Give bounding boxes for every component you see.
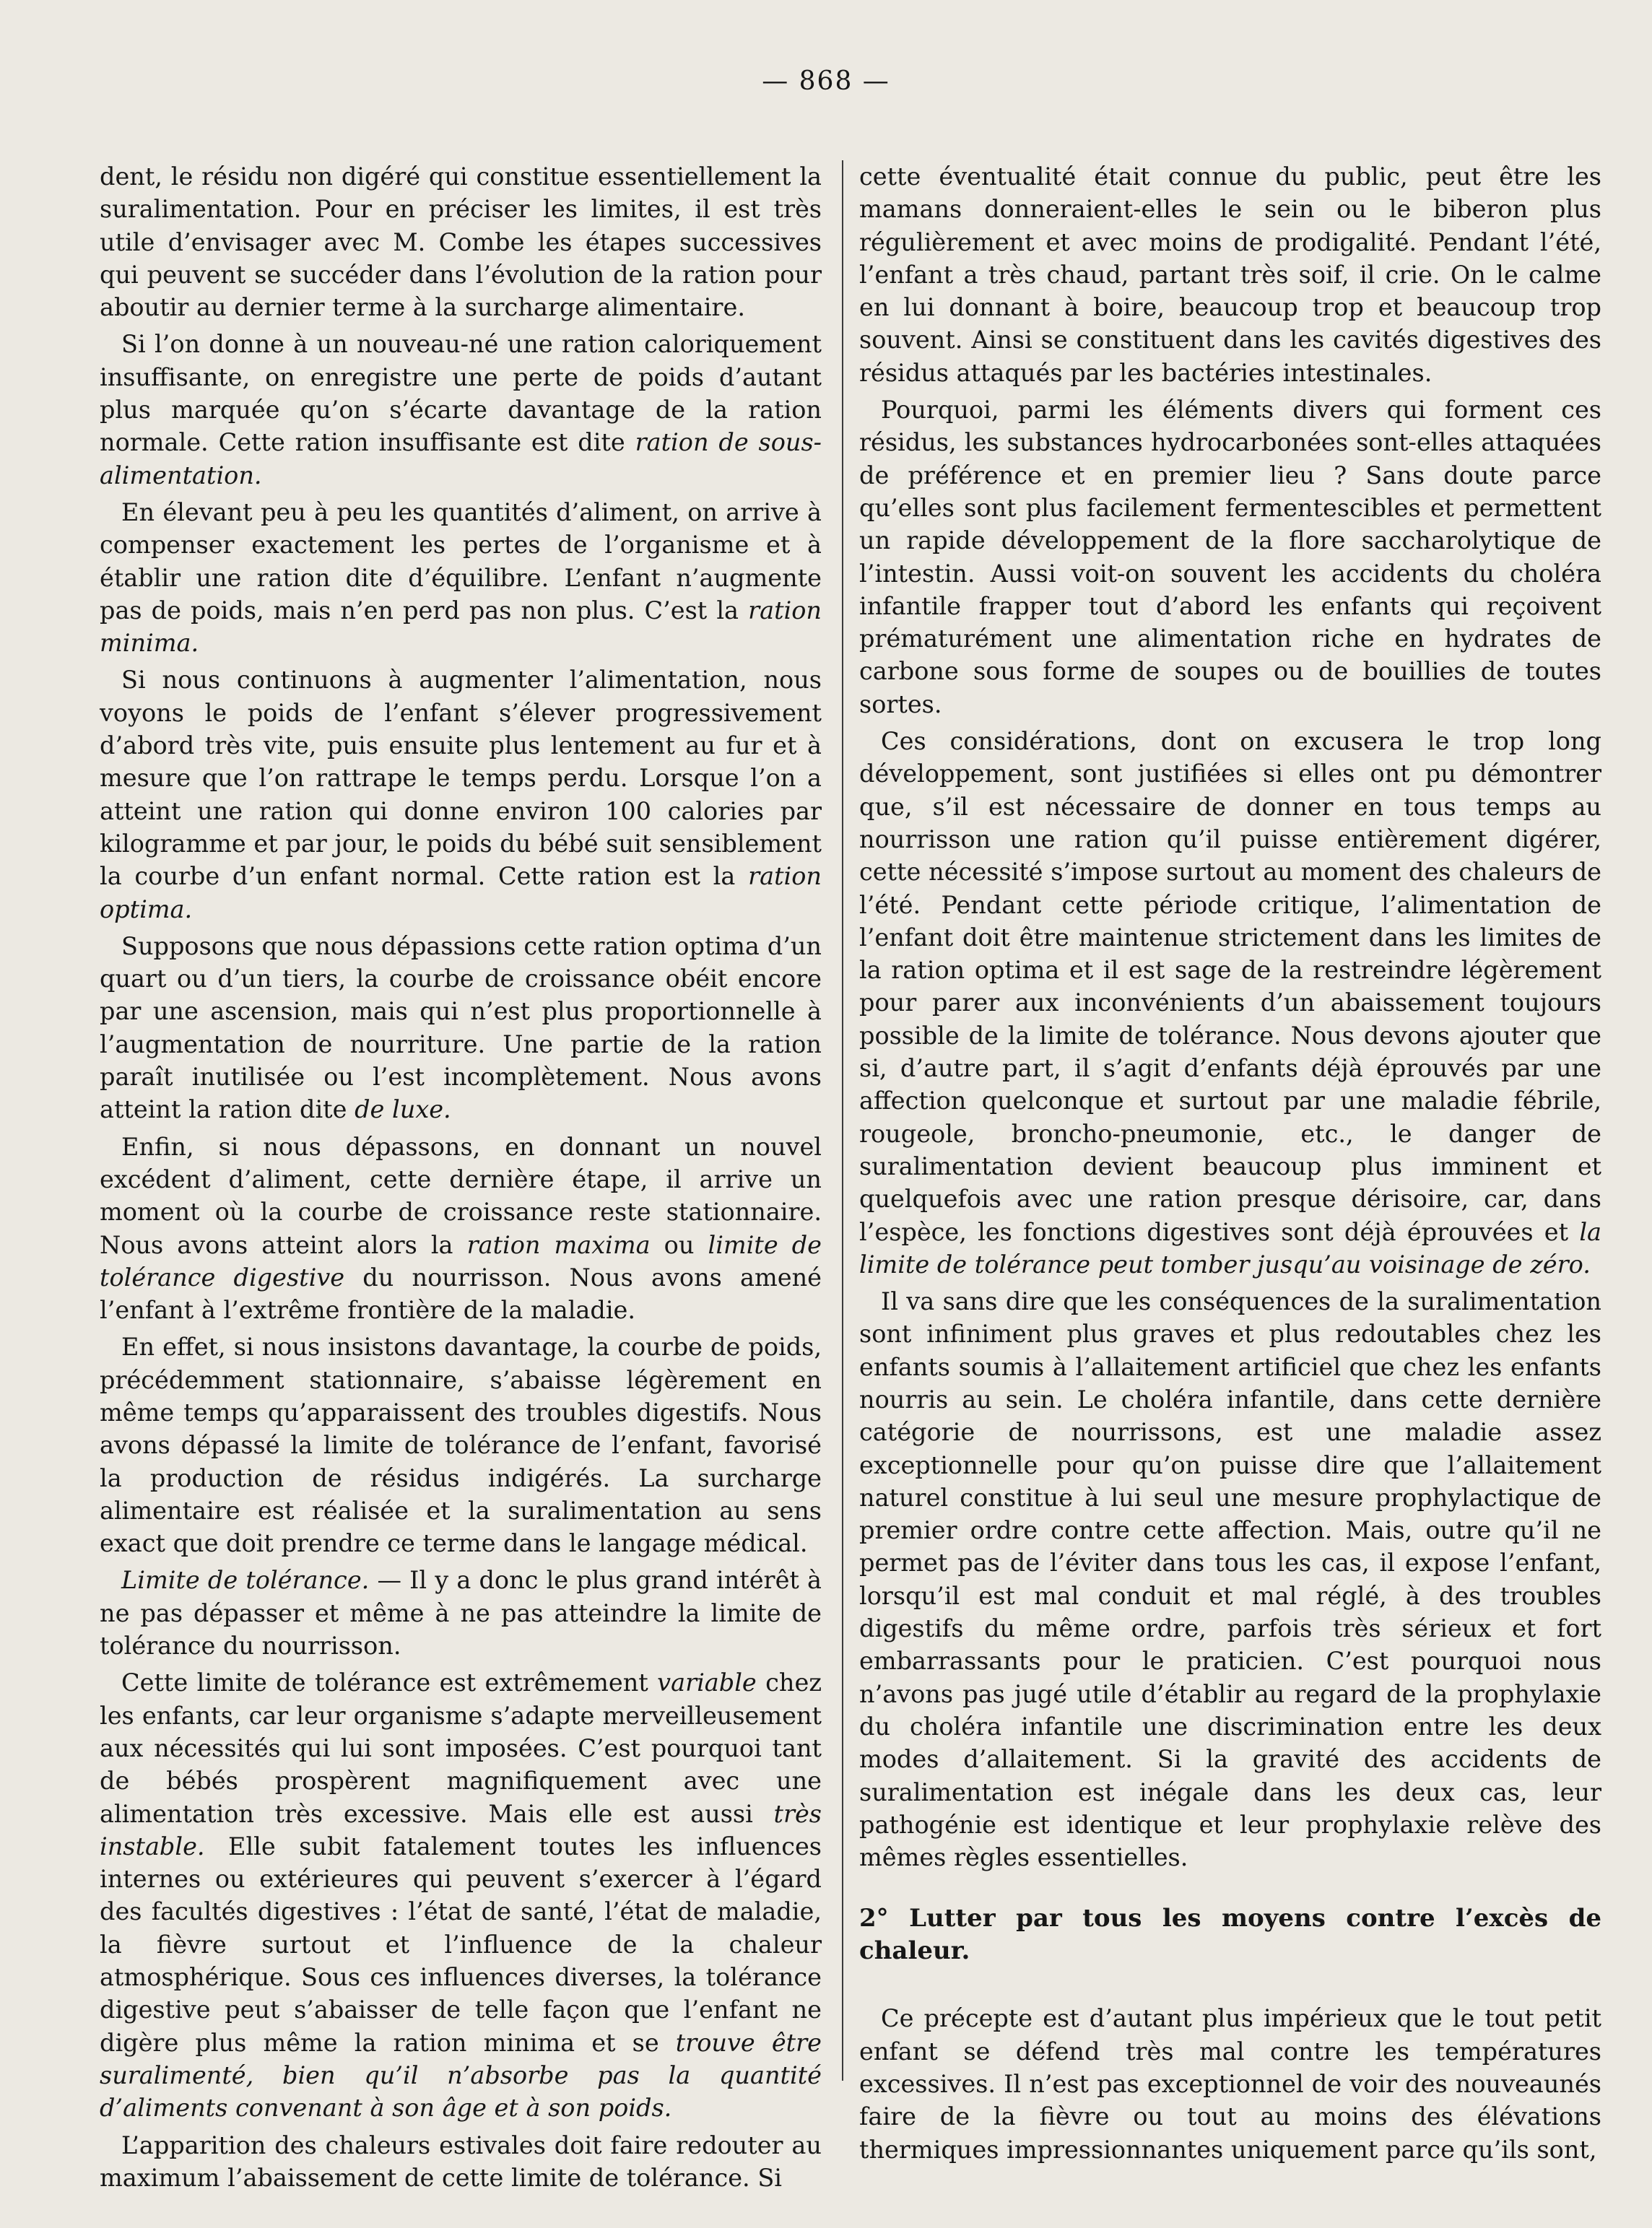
italic-text: ration optima. bbox=[100, 862, 822, 923]
text-run: Enfin, si nous dépassons, en donnant un nouvel excédent d’aliment, cette dernière étape, il arrive un moment où la courbe de croissance reste stationnaire. Nous avons atteint alors la bbox=[100, 1132, 822, 1259]
italic-text: Limite de tolérance. bbox=[121, 1566, 370, 1595]
italic-text: ration de sous-alimentation. bbox=[100, 428, 822, 489]
text-run: Ces considérations, dont on excusera le trop long développement, sont justifiées si elles ont pu démontrer que, s’il est nécessaire de donner en tous temps au nourrisson une ration qu’il puisse entièrement digérer, cette nécessité s’impose surtout au moment des chaleurs de l’été. Pendant cette période critique, l’alimentation de l’enfant doit être maintenue strictement dans les limites de la ration optima et il est sage de la restreindre légèrement pour parer aux inconvénients d’un abaissement toujours possible de la limite de tolérance. Nous devons ajouter que si, d’autre part, il s’agit d’enfants déjà éprouvés par une affection quelconque et surtout par une maladie fébrile, rougeole, broncho-pneumonie, etc., le danger de suralimentation devient beaucoup plus imminent et quelquefois avec une ration presque dérisoire, car, dans l’espèce, les fonctions digestives sont déjà éprouvées et bbox=[859, 727, 1601, 1246]
column-rule bbox=[842, 160, 843, 2081]
text-run: Supposons que nous dépassions cette ration optima d’un quart ou d’un tiers, la courbe de croissance obéit encore par une ascension, mais qui n’est plus proportionnelle à l’augmentation de nourriture. Une partie de la ration paraît inutilisée ou l’est incomplètement. Nous avons atteint la ration dite bbox=[100, 931, 822, 1124]
paragraph bbox=[100, 496, 822, 659]
paragraph bbox=[100, 160, 822, 323]
italic-text: ration maxima bbox=[466, 1230, 651, 1259]
paragraph bbox=[859, 393, 1601, 721]
paragraph bbox=[100, 2129, 822, 2195]
text-run: dent, le résidu non digéré qui constitue essentiellement la suralimentation. Pour en préciser les limites, il est très utile d’envisager avec M. Combe les étapes successives qui peuvent se succéder dans l’évolution de la ration pour aboutir au dernier terme à la surcharge alimentaire. bbox=[100, 162, 822, 322]
paragraph bbox=[100, 1131, 822, 1327]
paragraph bbox=[859, 1285, 1601, 1874]
italic-text: trouve être suralimenté, bien qu’il n’absorbe pas la quantité d’aliments convenant à son âge et à son poids. bbox=[100, 2028, 822, 2123]
page-number: — 868 — bbox=[762, 66, 890, 96]
paragraph bbox=[100, 663, 822, 925]
italic-text: très instable. bbox=[100, 1799, 822, 1861]
text-run: — Il y a donc le plus grand intérêt à ne pas dépasser et même à ne pas atteindre la limite de tolérance du nourrisson. bbox=[100, 1566, 822, 1661]
text-run: Si nous continuons à augmenter l’alimentation, nous voyons le poids de l’enfant s’élever progressivement d’abord très vite, puis ensuite plus lentement au fur et à mesure que l’on rattrape le temps perdu. Lorsque l’on a atteint une ration qui donne environ 100 calories par kilogramme et par jour, le poids du bébé suit sensiblement la courbe d’un enfant normal. Cette ration est la bbox=[100, 666, 822, 891]
text-run: cette éventualité était connue du public, peut être les mamans donneraient-elles le sein ou le biberon plus régulièrement et avec moins de prodigalité. Pendant l’été, l’enfant a très chaud, partant très soif, il crie. On le calme en lui donnant à boire, beaucoup trop et beaucoup trop souvent. Ainsi se constituent dans les cavités digestives des résidus attaqués par les bactéries intestinales. bbox=[859, 162, 1601, 387]
paragraph bbox=[100, 1331, 822, 1559]
text-run: Elle subit fatalement toutes les influences internes ou extérieures qui peuvent s’exercer à l’égard des facultés digestives : l’état de santé, l’état de maladie, la fièvre surtout et l’influence de la chaleur atmosphérique. Sous ces influences diverses, la tolérance digestive peut s’abaisser de telle façon que l’enfant ne digère plus même la ration minima et se bbox=[100, 1832, 822, 2057]
text-run: Il va sans dire que les conséquences de la suralimentation sont infiniment plus graves et plus redoutables chez les enfants soumis à l’allaitement artificiel que chez les enfants nourris au sein. Le choléra infantile, dans cette dernière catégorie de nourrissons, est une maladie assez exceptionnelle pour qu’on puisse dire que l’allaitement naturel constitue à lui seul une mesure prophylactique de premier ordre contre cette affection. Mais, outre qu’il ne permet pas de l’éviter dans tous les cas, il expose l’enfant, lorsqu’il est mal conduit et mal réglé, à des troubles digestifs du même ordre, parfois très sérieux et fort embarrassants pour le praticien. C’est pourquoi nous n’avons pas jugé utile d’établir au regard de la prophylaxie du choléra infantile une discrimination entre les deux modes d’allaitement. Si la gravité des accidents de suralimentation est inégale dans les deux cas, leur pathogénie est identique et leur prophylaxie relève des mêmes règles essentielles. bbox=[859, 1287, 1601, 1872]
paragraph bbox=[100, 1666, 822, 2124]
right-column bbox=[859, 160, 1601, 2170]
text-run: Cette limite de tolérance est extrêmement bbox=[121, 1668, 658, 1697]
text-run: En effet, si nous insistons davantage, la courbe de poids, précédemment stationnaire, s’abaisse légèrement en même temps qu’apparaissent des troubles digestifs. Nous avons dépassé la limite de tolérance de l’enfant, favorisé la production de résidus indigérés. La surcharge alimentaire est réalisée et la suralimentation au sens exact que doit prendre ce terme dans le langage médical. bbox=[100, 1333, 822, 1558]
paragraph bbox=[859, 2002, 1601, 2165]
text-run: En élevant peu à peu les quantités d’aliment, on arrive à compenser exactement les pertes de l’organisme et à établir une ration dite d’équilibre. L’enfant n’augmente pas de poids, mais n’en perd pas non plus. C’est la bbox=[100, 497, 822, 625]
text-run: L’apparition des chaleurs estivales doit faire redouter au maximum l’abaissement de cette limite de tolérance. Si bbox=[100, 2131, 822, 2192]
italic-text: de luxe. bbox=[355, 1095, 451, 1124]
text-run: Pourquoi, parmi les éléments divers qui forment ces résidus, les substances hydrocarbonées sont-elles attaquées de préférence et en premier lieu ? Sans doute parce qu’elles sont plus facilement fermentescibles et permettent un rapide développement de la flore saccharolytique de l’intestin. Aussi voit-on souvent les accidents du choléra infantile frapper tout d’abord les enfants qui reçoivent prématurément une alimentation riche en hydrates de carbone sous forme de soupes ou de bouillies de toutes sortes. bbox=[859, 396, 1601, 718]
right-column-body bbox=[859, 160, 1601, 1874]
italic-text: variable bbox=[657, 1668, 757, 1697]
italic-text: la limite de tolérance peut tomber jusqu’au voisinage de zéro. bbox=[859, 1217, 1601, 1279]
italic-text: limite de tolérance digestive bbox=[100, 1230, 822, 1292]
paragraph bbox=[100, 328, 822, 491]
text-run: ou bbox=[650, 1230, 708, 1259]
paragraph bbox=[100, 1564, 822, 1662]
paragraph bbox=[859, 725, 1601, 1281]
paragraph bbox=[859, 160, 1601, 389]
left-column bbox=[100, 160, 822, 2198]
text-run: du nourrisson. Nous avons amené l’enfant à l’extrême frontière de la maladie. bbox=[100, 1263, 822, 1325]
section-heading: 2° Lutter par tous les moyens contre l’excès de chaleur. bbox=[859, 1904, 1601, 1966]
text-run: chez les enfants, car leur organisme s’adapte merveilleusement aux nécessités qui lui sont imposées. C’est pourquoi tant de bébés prospèrent magnifiquement avec une alimentation très excessive. Mais elle est aussi bbox=[100, 1668, 822, 1828]
right-column-after bbox=[859, 2002, 1601, 2165]
paragraph bbox=[100, 930, 822, 1126]
italic-text: ration minima. bbox=[100, 596, 822, 658]
text-run: Si l’on donne à un nouveau-né une ration caloriquement insuffisante, on enregistre une perte de poids d’autant plus marquée qu’on s’écarte davantage de la ration normale. Cette ration insuffisante est dite bbox=[100, 330, 822, 457]
text-run: Ce précepte est d’autant plus impérieux que le tout petit enfant se défend très mal contre les températures excessives. Il n’est pas exceptionnel de voir des nouveaunés faire de la fièvre ou tout au moins des élévations thermiques impressionnantes uniquement parce qu’ils sont, bbox=[859, 2004, 1601, 2164]
